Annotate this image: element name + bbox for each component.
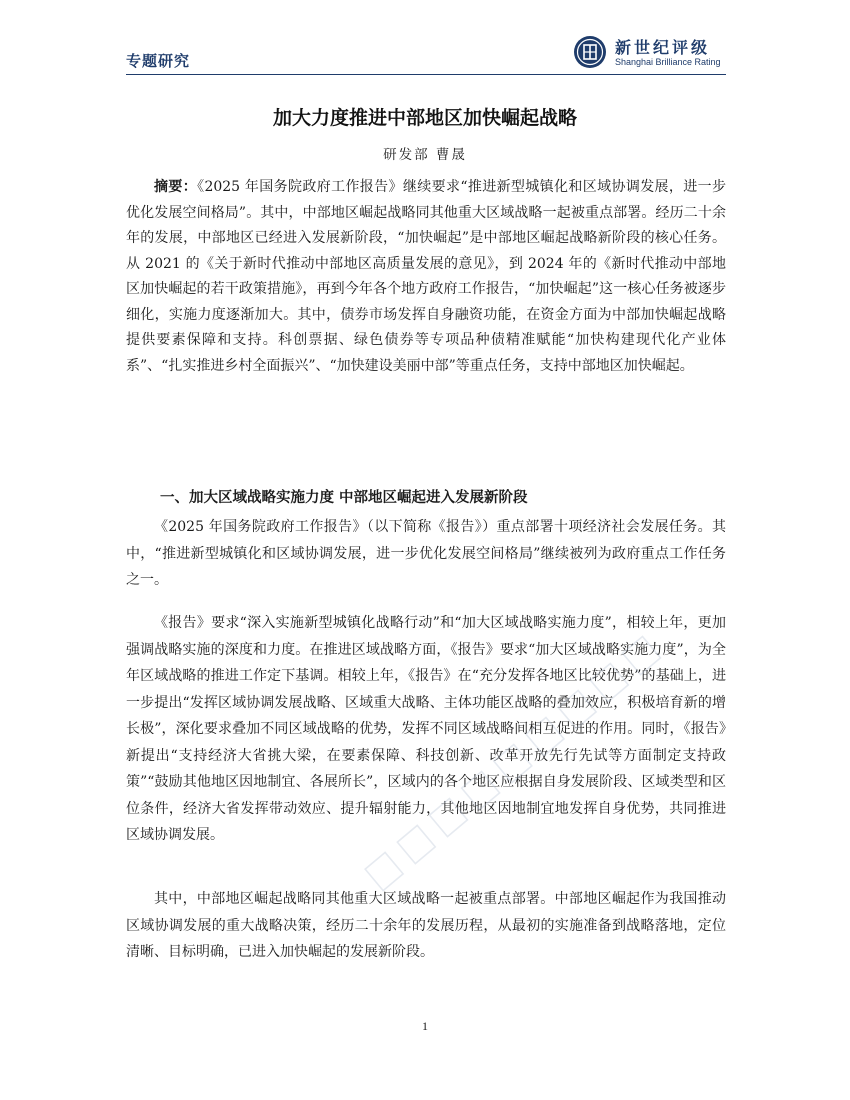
header-divider bbox=[126, 74, 726, 75]
brand-logo bbox=[573, 35, 733, 73]
abstract-label: 摘要： bbox=[154, 179, 198, 195]
logo-english-name: Shanghai Brilliance Rating bbox=[615, 57, 721, 67]
section-heading: 一、加大区域战略实施力度 中部地区崛起进入发展新阶段 bbox=[160, 490, 528, 506]
abstract-text: 《2025 年国务院政府工作报告》继续要求“推进新型城镇化和区域协调发展，进一步优化发展空间格局”。其中，中部地区崛起战略同其他重大区域战略一起被重点部署。经历二十余年的发展，中部地区已经进入发展新阶段，“加快崛起”是中部地区崛起战略新阶段的核心任务。从 2021 的《关于新时代推动中部地区高质量发展的意见》，到 2024 年的《新时代推动中部地区加快崛起的若干政策措施》，再到今年各个地方政府工作报告，“加快崛起”这一核心任务被逐步细化，实施力度逐渐加大。其中，债券市场发挥自身融资功能，在资金方面为中部加快崛起战略提供要素保障和支持。科创票据、绿色债券等专项品种债精准赋能“加快构建现代化产业体系”、“扎实推进乡村全面振兴”、“加快建设美丽中部”等重点任务，支持中部地区加快崛起。 bbox=[126, 179, 727, 374]
abstract-paragraph bbox=[126, 175, 726, 379]
section-tag: 专题研究 bbox=[126, 52, 191, 70]
brilliance-logo-icon bbox=[573, 35, 607, 69]
author-byline: 研发部 曹晟 bbox=[383, 147, 467, 163]
document-title: 加大力度推进中部地区加快崛起战略 bbox=[272, 107, 577, 129]
logo-chinese-name: 新世纪评级 bbox=[615, 38, 711, 57]
body-paragraph: 《报告》要求“深入实施新型城镇化战略行动”和“加大区域战略实施力度”，相较上年，更加强调战略实施的深度和力度。在推进区域战略方面，《报告》要求“加大区域战略实施力度”，为全年区域战略的推进工作定下基调。相较上年，《报告》在“充分发挥各地区比较优势”的基础上，进一步提出“发挥区域协调发展战略、区域重大战略、主体功能区战略的叠加效应，积极培育新的增长极”，深化要求叠加不同区域战略的优势，发挥不同区域战略间相互促进的作用。同时，《报告》新提出“支持经济大省挑大梁，在要素保障、科技创新、改革开放先行先试等方面制定支持政策”“鼓励其他地区因地制宜、各展所长”，区域内的各个地区应根据自身发展阶段、区域类型和区位条件，经济大省发挥带动效应、提升辐射能力，其他地区因地制宜地发挥自身优势，共同推进区域协调发展。 bbox=[126, 615, 726, 843]
body-paragraph: 其中，中部地区崛起战略同其他重大区域战略一起被重点部署。中部地区崛起作为我国推动区域协调发展的重大战略决策，经历二十余年的发展历程，从最初的实施准备到战略落地，定位清晰、目标明确，已进入加快崛起的发展新阶段。 bbox=[126, 891, 726, 960]
page-number: 1 bbox=[422, 1019, 428, 1033]
body-paragraph: 《2025 年国务院政府工作报告》（以下简称《报告》）重点部署十项经济社会发展任务。其中，“推进新型城镇化和区域协调发展，进一步优化发展空间格局”继续被列为政府重点工作任务之一。 bbox=[126, 519, 726, 588]
